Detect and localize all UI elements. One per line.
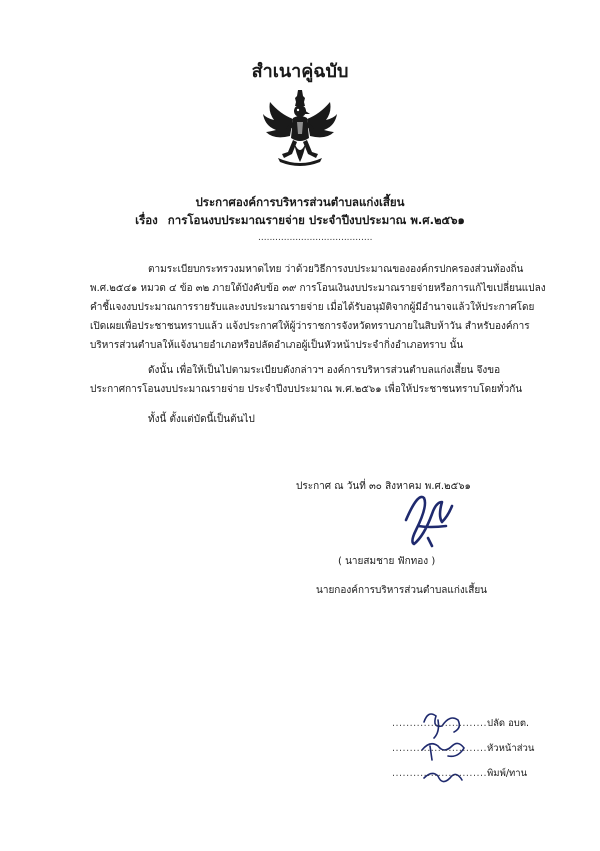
footer-row	[392, 766, 527, 781]
signatory-name: ( นายสมชาย ฟักทอง )	[338, 556, 436, 567]
footer-row-label: ปลัด อบต.	[487, 718, 530, 729]
paragraph-1-line: ตามระเบียบกระทรวงมหาดไทย ว่าด้วยวิธีการงบประมาณขององค์กรปกครองส่วนท้องถิ่น	[148, 264, 524, 275]
title-divider: ........................................	[258, 233, 373, 243]
footer-row	[392, 741, 534, 756]
copy-stamp: สำเนาคู่ฉบับ	[251, 61, 349, 82]
paragraph-2-line: ดังนั้น เพื่อให้เป็นไปตามระเบียบดังกล่าวฯ องค์การบริหารส่วนตำบลแก่งเสี้ยน จึงขอ	[148, 365, 501, 376]
paragraph-1-line: คำชี้แจงงบประมาณการรายรับและงบประมาณรายจ่าย เมื่อได้รับอนุมัติจากผู้มีอำนาจแล้วให้ประกาศโดย	[90, 302, 535, 313]
paragraph-1-line: บริหารส่วนตำบลให้แจ้งนายอำเภอหรือปลัดอำเภอผู้เป็นหัวหน้าประจำกิ่งอำเภอทราบ นั้น	[90, 340, 464, 351]
subject-text: การโอนงบประมาณรายจ่าย ประจำปีงบประมาณ พ.ศ.๒๕๖๑	[167, 213, 465, 227]
announcement-title: ประกาศองค์การบริหารส่วนตำบลแก่งเสี้ยน	[195, 195, 405, 209]
footer-dots: ...........................	[392, 743, 488, 754]
paragraph-1-line: เปิดเผยเพื่อประชาชนทราบแล้ว แจ้งประกาศให้ผู้ว่าราชการจังหวัดทราบภายในสิบห้าวัน สำหรับองค์การ	[90, 321, 530, 332]
paragraph-3: ทั้งนี้ ตั้งแต่บัดนี้เป็นต้นไป	[148, 414, 255, 425]
footer-row-label: หัวหน้าส่วน	[487, 743, 535, 754]
announcement-subject	[0, 212, 600, 230]
subject-label: เรื่อง	[135, 213, 158, 227]
paragraph-1-line: พ.ศ.๒๕๔๑ หมวด ๔ ข้อ ๓๒ ภายใต้บังคับข้อ ๓๙ การโอนเงินงบประมาณรายจ่ายหรือการแก้ไขเปลี่ยนแปลง	[90, 283, 546, 294]
footer-dots: ...........................	[392, 718, 488, 729]
announcement-date: ประกาศ ณ วันที่ ๓๐ สิงหาคม พ.ศ.๒๕๖๑	[296, 481, 471, 492]
footer-row	[392, 716, 529, 731]
paragraph-2-line: ประกาศการโอนงบประมาณรายจ่าย ประจำปีงบประมาณ พ.ศ.๒๕๖๑ เพื่อให้ประชาชนทราบโดยทั่วกัน	[90, 384, 523, 395]
signatory-position: นายกองค์การบริหารส่วนตำบลแก่งเสี้ยน	[316, 585, 488, 596]
signature-icon	[398, 486, 458, 550]
garuda-emblem-icon	[260, 88, 340, 170]
footer-row-label: พิมพ์/ทาน	[487, 768, 528, 779]
footer-dots: ...........................	[392, 768, 488, 779]
